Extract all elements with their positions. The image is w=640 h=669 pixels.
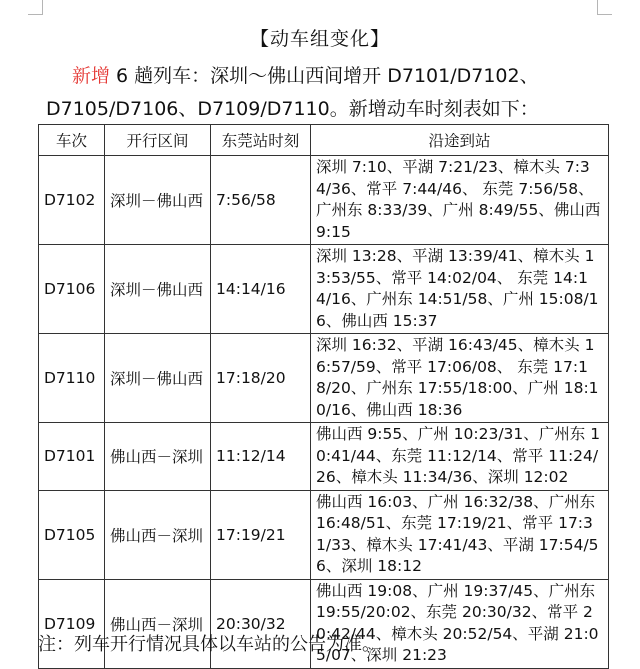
cell-dongguan-time: 7:56/58 (211, 156, 311, 245)
cell-route: 深圳－佛山西 (105, 245, 211, 334)
table-row (39, 156, 609, 245)
table-header-row (39, 125, 609, 156)
section-heading: 【动车组变化】 (249, 28, 390, 50)
column-header-stops: 沿途到站 (311, 125, 609, 156)
column-header-route: 开行区间 (105, 125, 211, 156)
cell-dongguan-time: 11:12/14 (211, 423, 311, 491)
table-row (39, 490, 609, 579)
column-header-dongguan-time: 东莞站时刻 (211, 125, 311, 156)
cell-stops: 佛山西 19:08、广州 19:37/45、广州东 19:55/20:02、东莞 20:30/32、常平 20:42/44、樟木头 20:52/54、平湖 21:05/07、深圳 21:23 (311, 579, 609, 668)
page-corner-mark-left (28, 0, 43, 15)
cell-route: 佛山西－深圳 (105, 490, 211, 579)
cell-stops: 深圳 13:28、平湖 13:39/41、樟木头 13:53/55、常平 14:02/04、 东莞 14:14/16、广州东 14:51/58、广州 15:08/16、佛山西 15:37 (311, 245, 609, 334)
cell-dongguan-time: 20:30/32 (211, 579, 311, 668)
cell-dongguan-time: 14:14/16 (211, 245, 311, 334)
cell-stops: 佛山西 9:55、广州 10:23/31、广州东 10:41/44、东莞 11:12/14、常平 11:24/26、樟木头 11:34/36、深圳 12:02 (311, 423, 609, 491)
footnote: 注：列车开行情况具体以车站的公告为准。 (38, 634, 380, 655)
cell-route: 佛山西－深圳 (105, 579, 211, 668)
cell-route: 深圳－佛山西 (105, 156, 211, 245)
cell-dongguan-time: 17:19/21 (211, 490, 311, 579)
intro-text: 6 趟列车：深圳～佛山西间增开 D7101/D7102、D7105/D7106、D7109/D7110。新增动车时刻表如下： (46, 65, 539, 120)
column-header-train: 车次 (39, 125, 105, 156)
cell-route: 深圳－佛山西 (105, 334, 211, 423)
page-corner-mark-right (597, 0, 612, 15)
train-timetable (38, 124, 609, 669)
cell-train: D7105 (39, 490, 105, 579)
table-row (39, 245, 609, 334)
cell-route: 佛山西－深圳 (105, 423, 211, 491)
intro-paragraph (46, 60, 626, 126)
cell-stops: 深圳 16:32、平湖 16:43/45、樟木头 16:57/59、常平 17:06/08、 东莞 17:18/20、广州东 17:55/18:00、广州 18:10/16、佛山西 18:36 (311, 334, 609, 423)
cell-train: D7102 (39, 156, 105, 245)
cell-train: D7106 (39, 245, 105, 334)
table-row (39, 423, 609, 491)
cell-dongguan-time: 17:18/20 (211, 334, 311, 423)
cell-train: D7110 (39, 334, 105, 423)
intro-accent-text: 新增 (72, 65, 111, 87)
cell-train: D7101 (39, 423, 105, 491)
cell-train: D7109 (39, 579, 105, 668)
cell-stops: 深圳 7:10、平湖 7:21/23、樟木头 7:34/36、常平 7:44/46、 东莞 7:56/58、广州东 8:33/39、广州 8:49/55、佛山西 9:15 (311, 156, 609, 245)
cell-stops: 佛山西 16:03、广州 16:32/38、广州东 16:48/51、东莞 17:19/21、常平 17:31/33、樟木头 17:41/43、平湖 17:54/56、深圳 18:12 (311, 490, 609, 579)
table-row (39, 334, 609, 423)
